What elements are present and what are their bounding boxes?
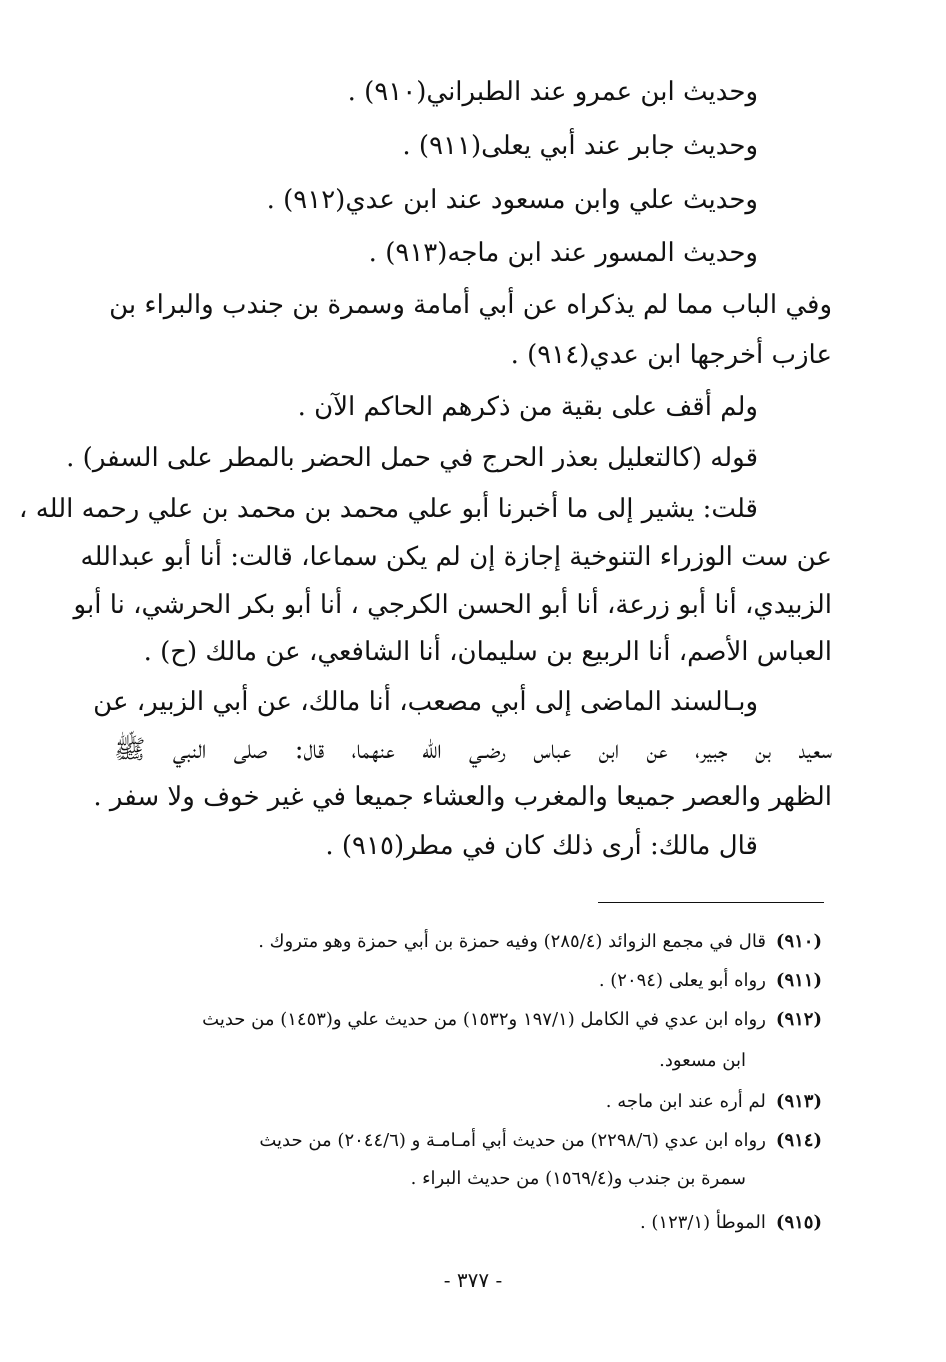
footnote [640, 1210, 822, 1236]
text-line: وحديث جابر عند أبي يعلى(٩١١) . [402, 131, 758, 161]
text-line: وبـالسند الماضى إلى أبي مصعب، أنا مالك، عن أبي الزبير، عن [93, 687, 758, 717]
text-line: وحديث المسور عند ابن ماجه(٩١٣) . [368, 238, 758, 268]
footnote-number: (٩١١) [775, 970, 822, 991]
text-line: ولم أقف على بقية من ذكرهم الحاكم الآن . [297, 392, 758, 422]
footnote-text: قال في مجمع الزوائد (٢٨٥/٤) وفيه حمزة بن أبي حمزة وهو متروك . [258, 931, 766, 952]
footnote-number: (٩١٤) [775, 1130, 822, 1151]
text-line: العباس الأصم، أنا الربيع بن سليمان، أنا الشافعي، عن مالك (ح) . [143, 637, 832, 667]
footnote-separator [598, 902, 824, 903]
text-line: وحديث علي وابن مسعود عند ابن عدي(٩١٢) . [266, 185, 758, 215]
footnote-number: (٩١٣) [775, 1091, 822, 1112]
footnote-text: الموطأ (١٢٣/١) . [639, 1212, 766, 1233]
text-line: وحديث ابن عمرو عند الطبراني(٩١٠) . [347, 77, 758, 107]
text-line: عن ست الوزراء التنوخية إجازة إن لم يكن سماعا، قالت: أنا أبو عبدالله [80, 542, 832, 572]
footnote-number: (٩١٠) [775, 931, 822, 952]
footnote-text: رواه ابن عدي في الكامل (١٩٧/١ و١٥٣٢) من حديث علي و(١٤٥٣) من حديث [202, 1009, 766, 1030]
text-line: قلت: يشير إلى ما أخبرنا أبو علي محمد بن محمد بن علي رحمه الله ، [19, 494, 758, 524]
text-line: سعيد بن جبير، عن ابن عباس رضـي الله عنهما، قال: صلى النبي ﷺ [114, 735, 832, 765]
text-line: قوله (كالتعليل بعذر الحرج في حمل الحضر بالمطر على السفر) . [66, 443, 758, 473]
footnote [258, 929, 822, 955]
footnote-number: (٩١٥) [775, 1212, 822, 1233]
text-line: الزبيدي، أنا أبو زرعة، أنا أبو الحسن الكرجي ، أنا أبو بكر الحرشي، نا أبو [73, 590, 832, 620]
footnote-continuation: سمرة بن جندب و(١٥٦٩/٤) من حديث البراء . [410, 1168, 746, 1189]
text-line: وفي الباب مما لم يذكراه عن أبي أمامة وسمرة بن جندب والبراء بن [109, 290, 832, 320]
footnote-text: لم أره عند ابن ماجه . [605, 1091, 766, 1112]
text-line: قال مالك: أرى ذلك كان في مطر(٩١٥) . [325, 831, 758, 861]
footnote [606, 1089, 822, 1115]
footnote-continuation: ابن مسعود. [659, 1050, 746, 1071]
text-line: عازب أخرجها ابن عدي(٩١٤) . [510, 340, 832, 370]
footnote-text: رواه أبو يعلى (٢٠٩٤) . [598, 970, 766, 991]
footnote [259, 1128, 822, 1154]
footnote-number: (٩١٢) [775, 1009, 822, 1030]
footnote [202, 1007, 822, 1033]
text-line: الظهر والعصر جميعا والمغرب والعشاء جميعا في غير خوف ولا سفر . [93, 782, 832, 812]
footnote [599, 968, 822, 994]
footnote-text: رواه ابن عدي (٢٢٩٨/٦) من حديث أبي أمـامـة و (٢٠٤٤/٦) من حديث [259, 1130, 766, 1151]
page-number: - ٣٧٧ - [443, 1268, 503, 1292]
